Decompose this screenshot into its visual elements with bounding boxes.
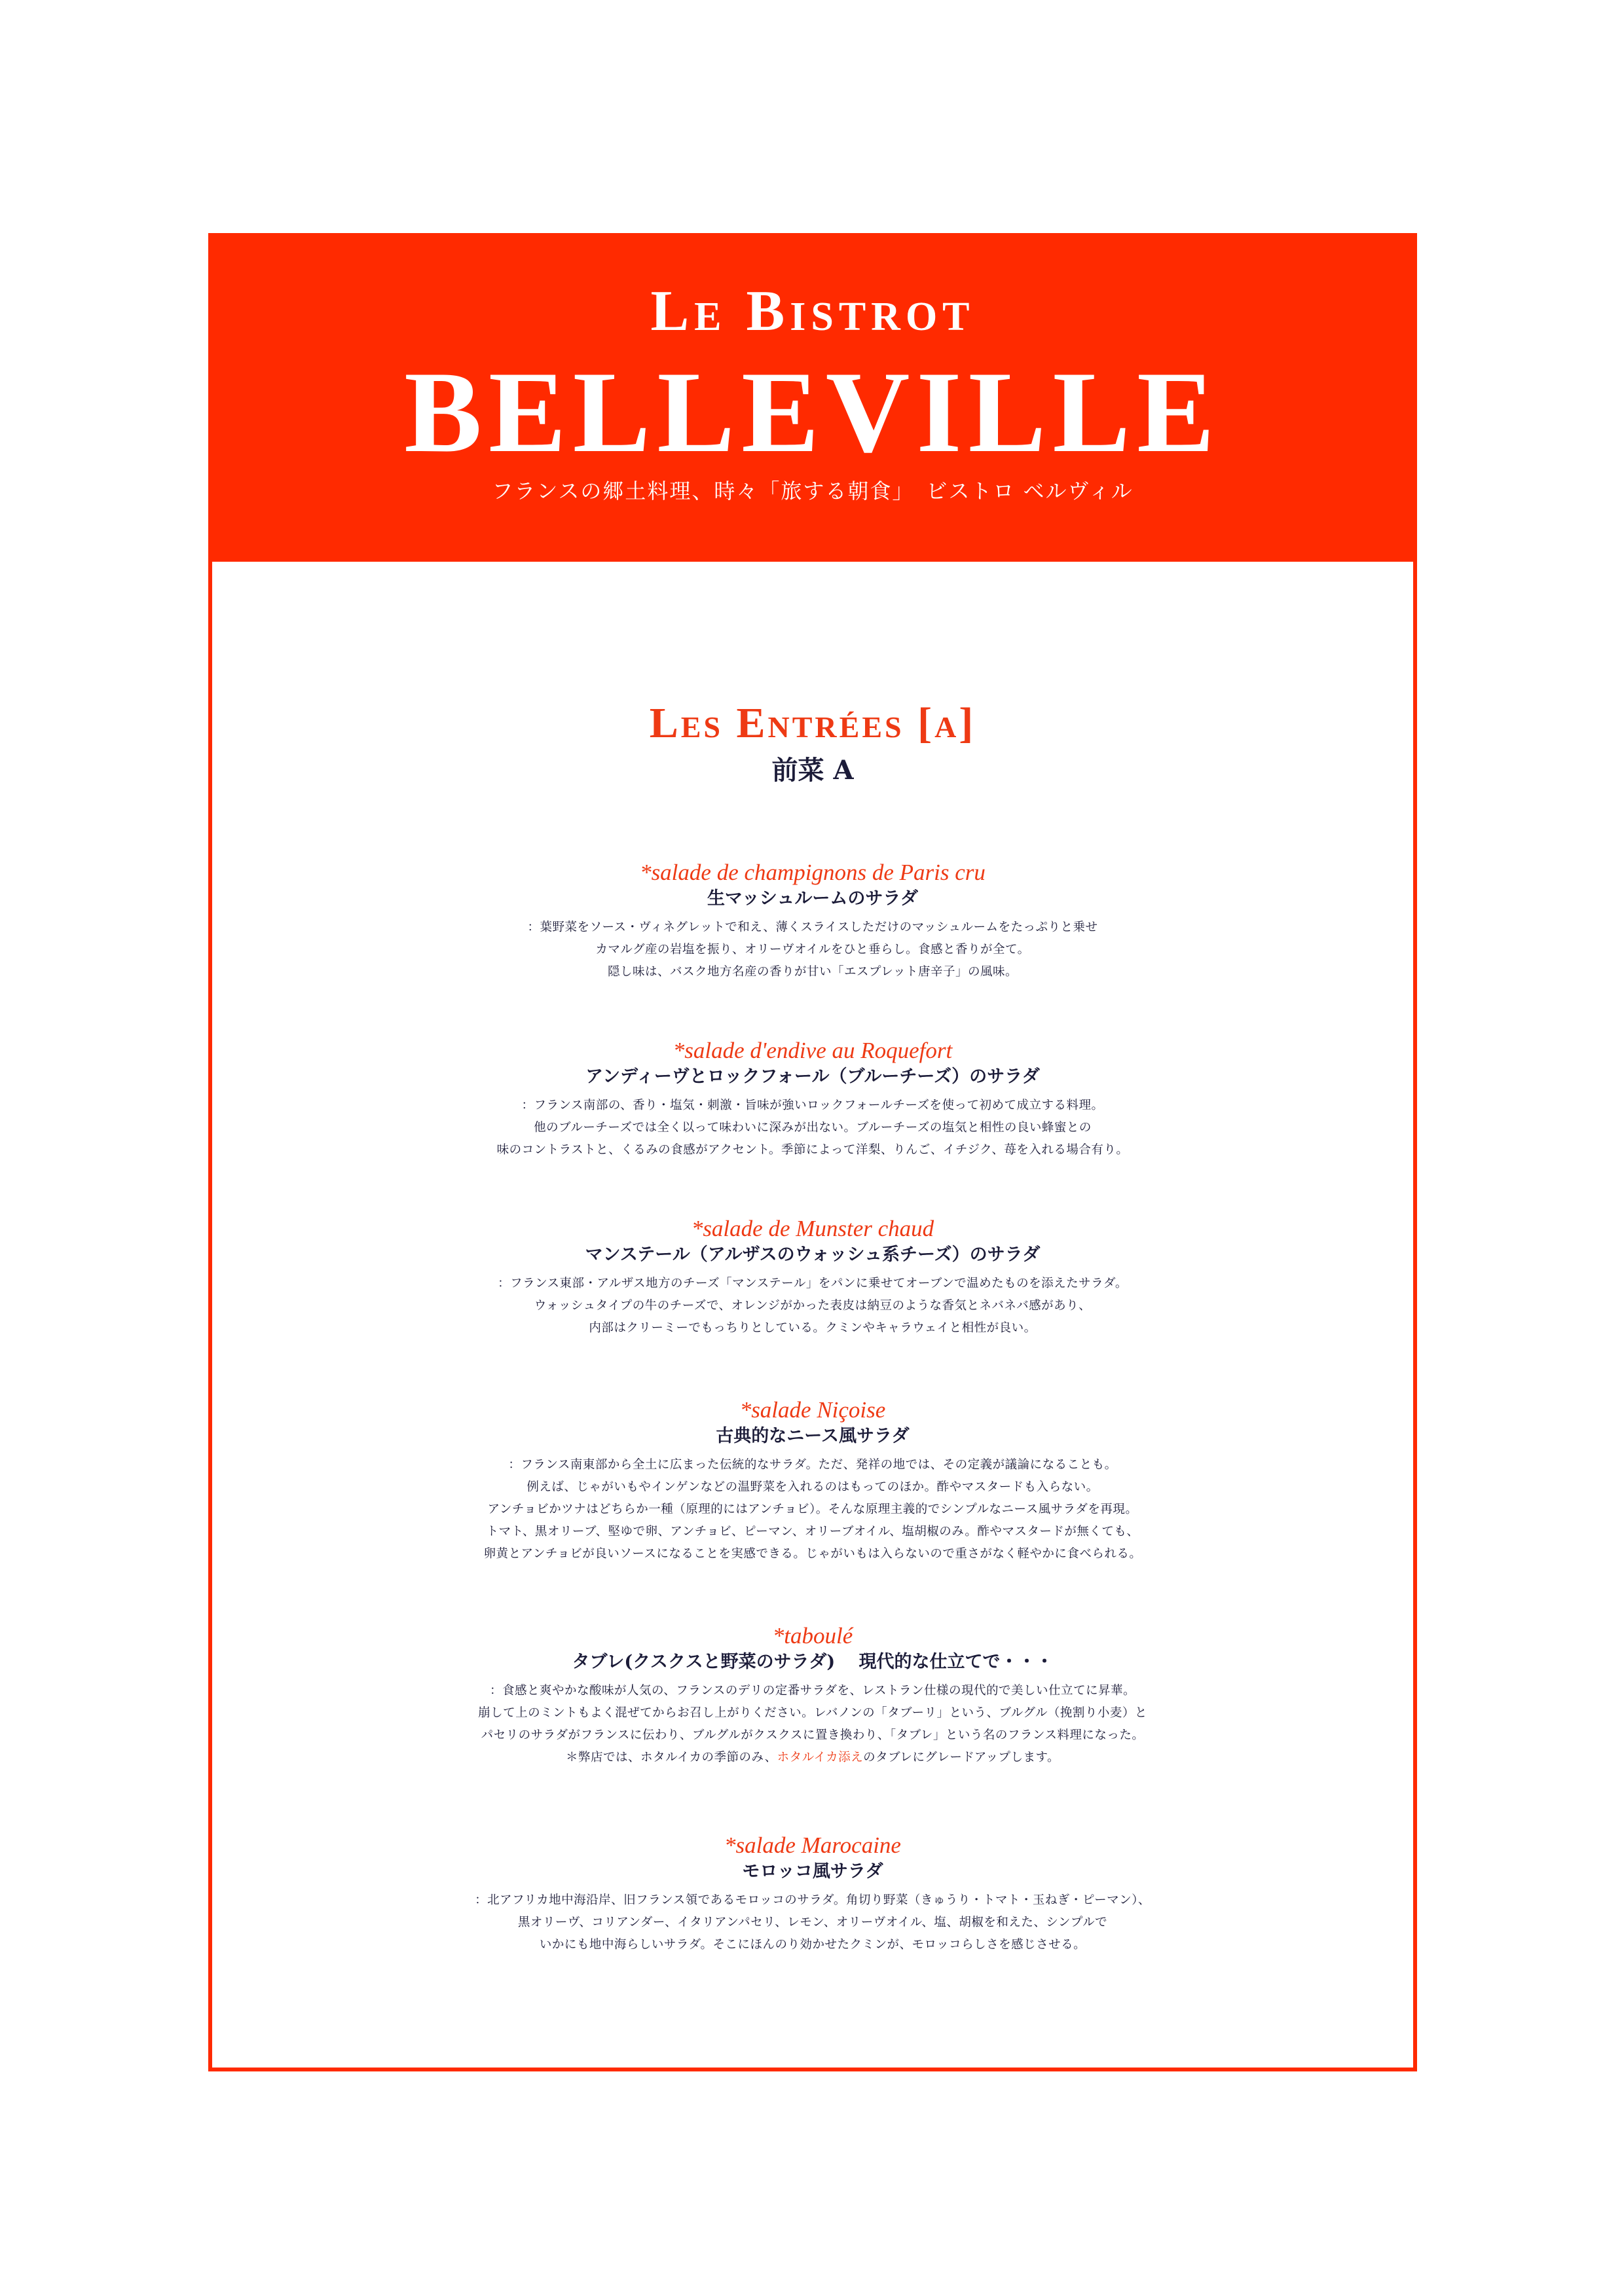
description-line: ：フランス南東部から全土に広まった伝統的なサラダ。ただ、発祥の地では、その定義が議論になることも。	[508, 1458, 1117, 1472]
brand-title: BELLEVILLE	[404, 347, 1221, 477]
dish-item	[212, 1396, 1413, 1565]
dish-note-text: のタブレにグレードアップします。	[863, 1751, 1060, 1764]
description-line: ：フランス南部の、香り・塩気・刺激・旨味が強いロックフォールチーズを使って初めて成立する料理。	[521, 1099, 1104, 1112]
dish-item	[212, 859, 1413, 983]
description-line: ：食感と爽やかな酸味が人気の、フランスのデリの定番サラダを、レストラン仕様の現代的で美しい仕立てに昇華。	[490, 1684, 1135, 1698]
dish-name-japanese: タブレ(クスクスと野菜のサラダ) 現代的な仕立てで・・・	[572, 1652, 1054, 1672]
section-title: Les Entrées [a]	[649, 699, 976, 747]
description-line: ：フランス東部・アルザス地方のチーズ「マンステール」をパンに乗せてオーブンで温めたものを添えたサラダ。	[498, 1277, 1128, 1290]
brand-tagline: フランスの郷土料理、時々「旅する朝食」 ビストロ ベルヴィル	[492, 479, 1134, 503]
description-line: 他のブルーチーズでは全く以って味わいに深みが出ない。ブルーチーズの塩気と相性の良い蜂蜜との	[534, 1121, 1092, 1135]
dish-name-japanese: モロッコ風サラダ	[742, 1861, 883, 1882]
dish-description	[212, 1454, 1413, 1565]
dish-description	[212, 1095, 1413, 1161]
dish-name-french: *taboulé	[772, 1623, 853, 1649]
description-line: 内部はクリーミーでもっちりとしている。クミンやキャラウェイと相性が良い。	[589, 1321, 1037, 1335]
description-line: 卵黄とアンチョビが良いソースになることを実感できる。じゃがいもは入らないので重さがなく軽やかに食べられる。	[483, 1547, 1142, 1561]
dish-name-japanese: マンステール（アルザスのウォッシュ系チーズ）のサラダ	[585, 1245, 1041, 1265]
description-line: いかにも地中海らしいサラダ。そこにほんのり効かせたクミンが、モロッコらしさを感じさせる。	[539, 1938, 1086, 1952]
description-line: 例えば、じゃがいもやインゲンなどの温野菜を入れるのはもってのほか。酢やマスタードも入らない。	[526, 1480, 1099, 1494]
dish-name-french: *salade d'endive au Roquefort	[673, 1038, 953, 1063]
dish-name-japanese: アンディーヴとロックフォール（ブルーチーズ）のサラダ	[585, 1066, 1040, 1087]
menu-frame	[208, 233, 1417, 2071]
dish-note	[212, 1747, 1413, 1769]
dish-note-highlight: ホタルイカ添え	[777, 1751, 864, 1764]
dish-name-french: *salade de champignons de Paris cru	[640, 860, 986, 885]
dish-item	[212, 1622, 1413, 1769]
description-line: ウォッシュタイプの牛のチーズで、オレンジがかった表皮は納豆のような香気とネバネバ感があり、	[534, 1299, 1092, 1313]
brand-subtitle: Le Bistrot	[650, 280, 975, 343]
dish-item	[212, 1215, 1413, 1339]
dish-note-text: ＊弊店では、ホタルイカの季節のみ、	[565, 1751, 777, 1764]
section-subtitle: 前菜 A	[771, 755, 854, 786]
description-line: トマト、黒オリーブ、堅ゆで卵、アンチョビ、ピーマン、オリーブオイル、塩胡椒のみ。酢やマスタードが無くても、	[486, 1525, 1139, 1539]
description-line: 崩して上のミントもよく混ぜてからお召し上がりください。レバノンの「タブーリ」という、ブルグル（挽割り小麦）と	[478, 1706, 1147, 1720]
description-line: カマルグ産の岩塩を振り、オリーヴオイルをひと垂らし。食感と香りが全て。	[595, 943, 1030, 957]
description-line: パセリのサラダがフランスに伝わり、ブルグルがクスクスに置き換わり、「タブレ」という名のフランス料理になった。	[481, 1728, 1145, 1742]
dish-name-japanese: 生マッシュルームのサラダ	[707, 888, 919, 909]
description-line: アンチョビかツナはどちらか一種（原理的にはアンチョビ）。そんな原理主義的でシンプルなニース風サラダを再現。	[487, 1503, 1138, 1516]
dish-description	[212, 1680, 1413, 1769]
description-line: 黒オリーヴ、コリアンダー、イタリアンパセリ、レモン、オリーヴオイル、塩、胡椒を和えた、シンプルで	[517, 1916, 1108, 1929]
header-band	[212, 237, 1413, 562]
dish-description	[212, 1273, 1413, 1339]
dish-description	[212, 917, 1413, 983]
dish-name-japanese: 古典的なニース風サラダ	[716, 1426, 910, 1446]
description-line: ：葉野菜をソース・ヴィネグレットで和え、薄くスライスしただけのマッシュルームをたっぷりと乗せ	[527, 920, 1098, 934]
description-line: 味のコントラストと、くるみの食感がアクセント。季節によって洋梨、りんご、イチジク、苺を入れる場合有り。	[496, 1143, 1129, 1157]
description-line: ：北アフリカ地中海沿岸、旧フランス領であるモロッコのサラダ。角切り野菜（きゅうり・トマト・玉ねぎ・ピーマン）、	[475, 1893, 1151, 1907]
dish-item	[212, 1037, 1413, 1161]
dish-name-french: *salade Niçoise	[739, 1397, 886, 1423]
description-line: 隠し味は、バスク地方名産の香りが甘い「エスプレット唐辛子」の風味。	[607, 965, 1018, 979]
dish-name-french: *salade de Munster chaud	[691, 1216, 934, 1241]
dish-item	[212, 1832, 1413, 1956]
dish-name-french: *salade Marocaine	[724, 1832, 901, 1858]
dish-description	[212, 1889, 1413, 1956]
